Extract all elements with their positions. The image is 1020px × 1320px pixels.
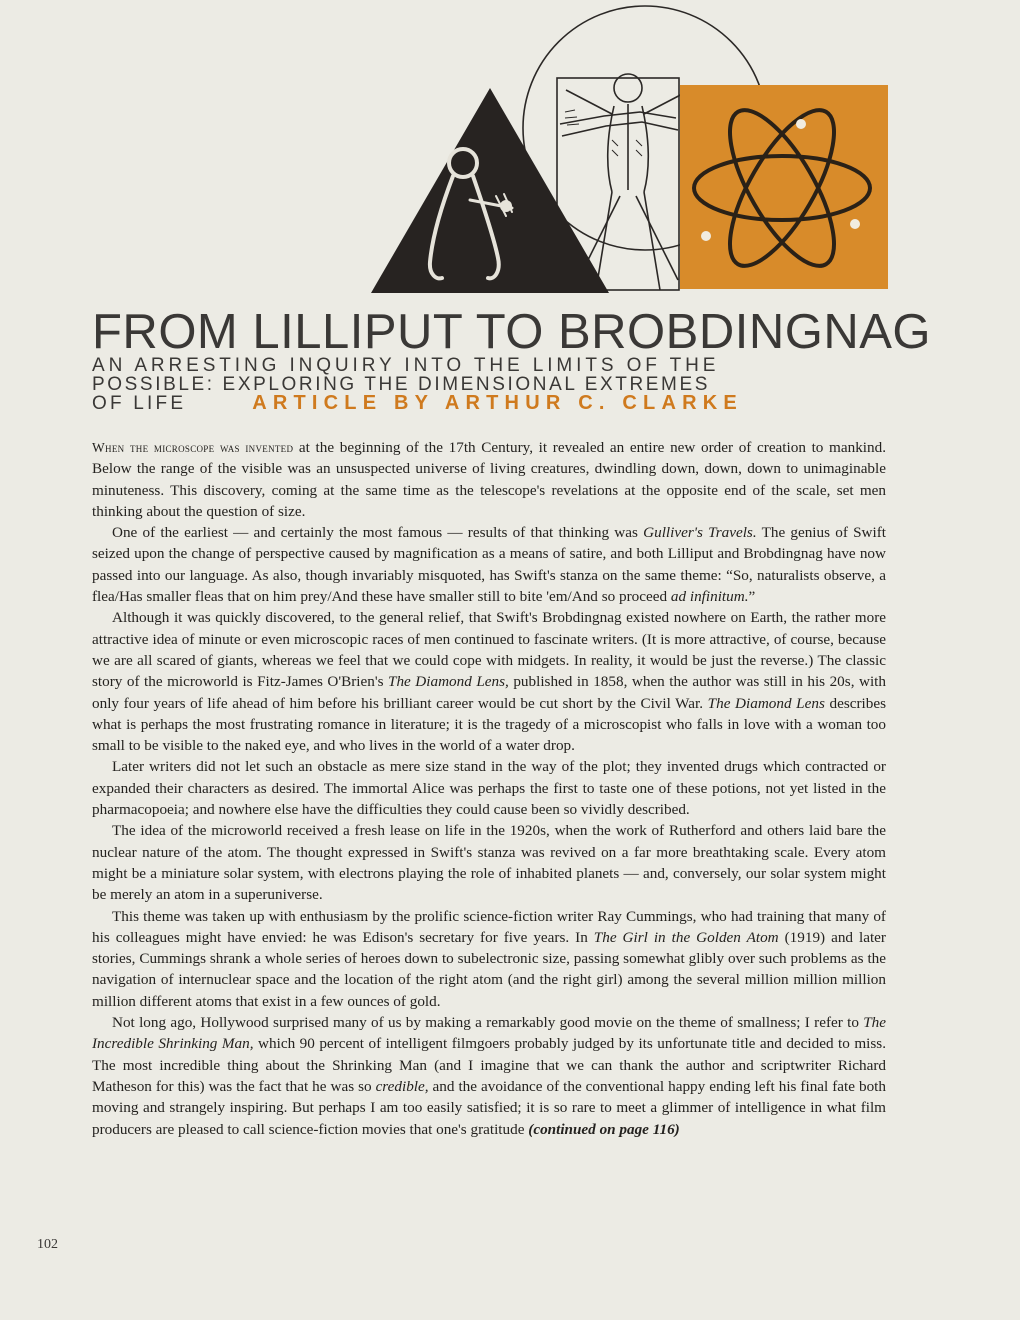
continued-link[interactable]: (continued on page 116) — [528, 1120, 680, 1138]
ad-infinitum: ad infinitum. — [670, 588, 749, 606]
diamond-lens-title: The Diamond Lens, — [388, 673, 509, 691]
paragraph-3-text-c: describes what is perhaps the most frustrating romance in literature; it is the tragedy of a microscopist who falls in love with a woman too small to be visible to the naked eye, and who lives in the world of a water drop. — [92, 694, 886, 755]
triangle-shape — [371, 88, 609, 293]
header-artwork — [0, 0, 1020, 310]
paragraph-1 — [92, 437, 886, 522]
paragraph-2-text-a: One of the earliest — and certainly the most famous — results of that thinking was — [112, 524, 644, 542]
paragraph-2 — [92, 522, 886, 607]
subtitle-line-3 — [92, 394, 892, 413]
paragraph-3 — [92, 607, 886, 756]
paragraph-3-text-b: published in 1858, when the author was still in his 20s, with only four years of life ahead of him before his brilliant career would be cut short by the Civil War. — [92, 673, 886, 712]
subtitle-line-1: AN ARRESTING INQUIRY INTO THE LIMITS OF THE — [92, 355, 720, 376]
paragraph-7-text-c: and the avoidance of the conventional happy ending left his final fate both moving and strangely inspiring. But perhaps I am too easily satisfied; it is so rare to meet a glimmer of intelligence in what film producers are pleased to call science-fiction movies that one's gratitude — [92, 1077, 886, 1138]
paragraph-7 — [92, 1012, 886, 1140]
page-number: 102 — [37, 1237, 58, 1252]
orange-square — [680, 85, 888, 289]
drop-smallcaps: When the microscope was invented — [92, 440, 294, 455]
paragraph-6 — [92, 906, 886, 1012]
article-body — [92, 437, 886, 1140]
paragraph-4: Later writers did not let such an obstacle as mere size stand in the way of the plot; they invented drugs which contracted or expanded their characters as desired. The immortal Alice was perhaps the first to taste one of these potions, not yet listed in the pharmacopoeia; and nowhere else have the difficulties they could cause been so vividly described. — [92, 758, 886, 819]
article-subtitle — [92, 356, 892, 413]
paragraph-1-text: at the beginning of the 17th Century, it revealed an entire new order of creation to mankind. Below the range of the visible was an unsuspected universe of living creatures, dwindling down, down, down to unimaginable minuteness. This discovery, coming at the same time as the telescope's revelations at the opposite end of the scale, set men thinking about the question of size. — [92, 439, 886, 520]
paragraph-6-text-a: This theme was taken up with enthusiasm by the prolific science-fiction writer Ray Cummings, who had training that many of his colleagues might have envied: he was Edison's secretary for five years. In — [92, 907, 886, 946]
article-title: FROM LILLIPUT TO BROBDINGNAG — [92, 305, 932, 359]
gullivers-travels-title: Gulliver's Travels. — [643, 524, 757, 542]
paragraph-7-text-a: Not long ago, Hollywood surprised many of us by making a remarkably good movie on the theme of smallness; I refer to — [112, 1014, 864, 1032]
shrinking-man-title: The Incredible Shrinking Man, — [92, 1014, 886, 1053]
paragraph-5: The idea of the microworld received a fresh lease on life in the 1920s, when the work of Rutherford and others laid bare the nuclear nature of the atom. The thought expressed in Swift's stanza was revived on a far more breathtaking scale. Every atom might be a miniature solar system, with electrons playing the role of inhabited planets — and, conversely, our solar system might be merely an atom in a superuniverse. — [92, 822, 886, 904]
credible-emphasis: credible, — [375, 1077, 429, 1095]
diamond-lens-title-2: The Diamond Lens — [707, 694, 825, 712]
byline: ARTICLE BY ARTHUR C. CLARKE — [252, 392, 743, 414]
paragraph-3-text-a: Although it was quickly discovered, to the general relief, that Swift's Brobdingnag existed nowhere on Earth, the rather more attractive idea of minute or even microscopic races of men continued to fascinate writers. (It is more attractive, of course, because we are all scared of giants, whereas we feel that we could cope with midgets. In reality, it would be just the reverse.) The classic story of the microworld is Fitz-James O'Brien's — [92, 609, 886, 691]
paragraph-2-text-b: The genius of Swift seized upon the change of perspective caused by magnification as a means of satire, and both Lilliput and Brobdingnag have now passed into our language. As also, though invariably misquoted, has Swift's stanza on the same theme: “So, naturalists observe, a flea/Has smaller fleas that on him prey/And these have smaller still to bite 'em/And so proceed — [92, 524, 886, 606]
subtitle-line-2: POSSIBLE: EXPLORING THE DIMENSIONAL EXTREMES — [92, 374, 711, 395]
paragraph-7-text-b: which 90 percent of intelligent filmgoers probably judged by its unfortunate title and decided to miss. The most incredible thing about the Shrinking Man (and I imagine that we can thank the author and scriptwriter Richard Matheson for this) was the fact that he was so — [92, 1035, 887, 1095]
subtitle-line-3-text: OF LIFE — [92, 393, 187, 414]
paragraph-6-text-b: (1919) and later stories, Cummings shrank a whole series of heroes down to subelectronic size, passing somewhat glibly over such problems as the navigation of internuclear space and the location of the right atom (and the right girl) among the several million million million million different atoms that exist in a few ounces of gold. — [92, 928, 886, 1010]
golden-atom-title: The Girl in the Golden Atom — [593, 928, 779, 946]
paragraph-2-text-c: ” — [748, 588, 756, 606]
